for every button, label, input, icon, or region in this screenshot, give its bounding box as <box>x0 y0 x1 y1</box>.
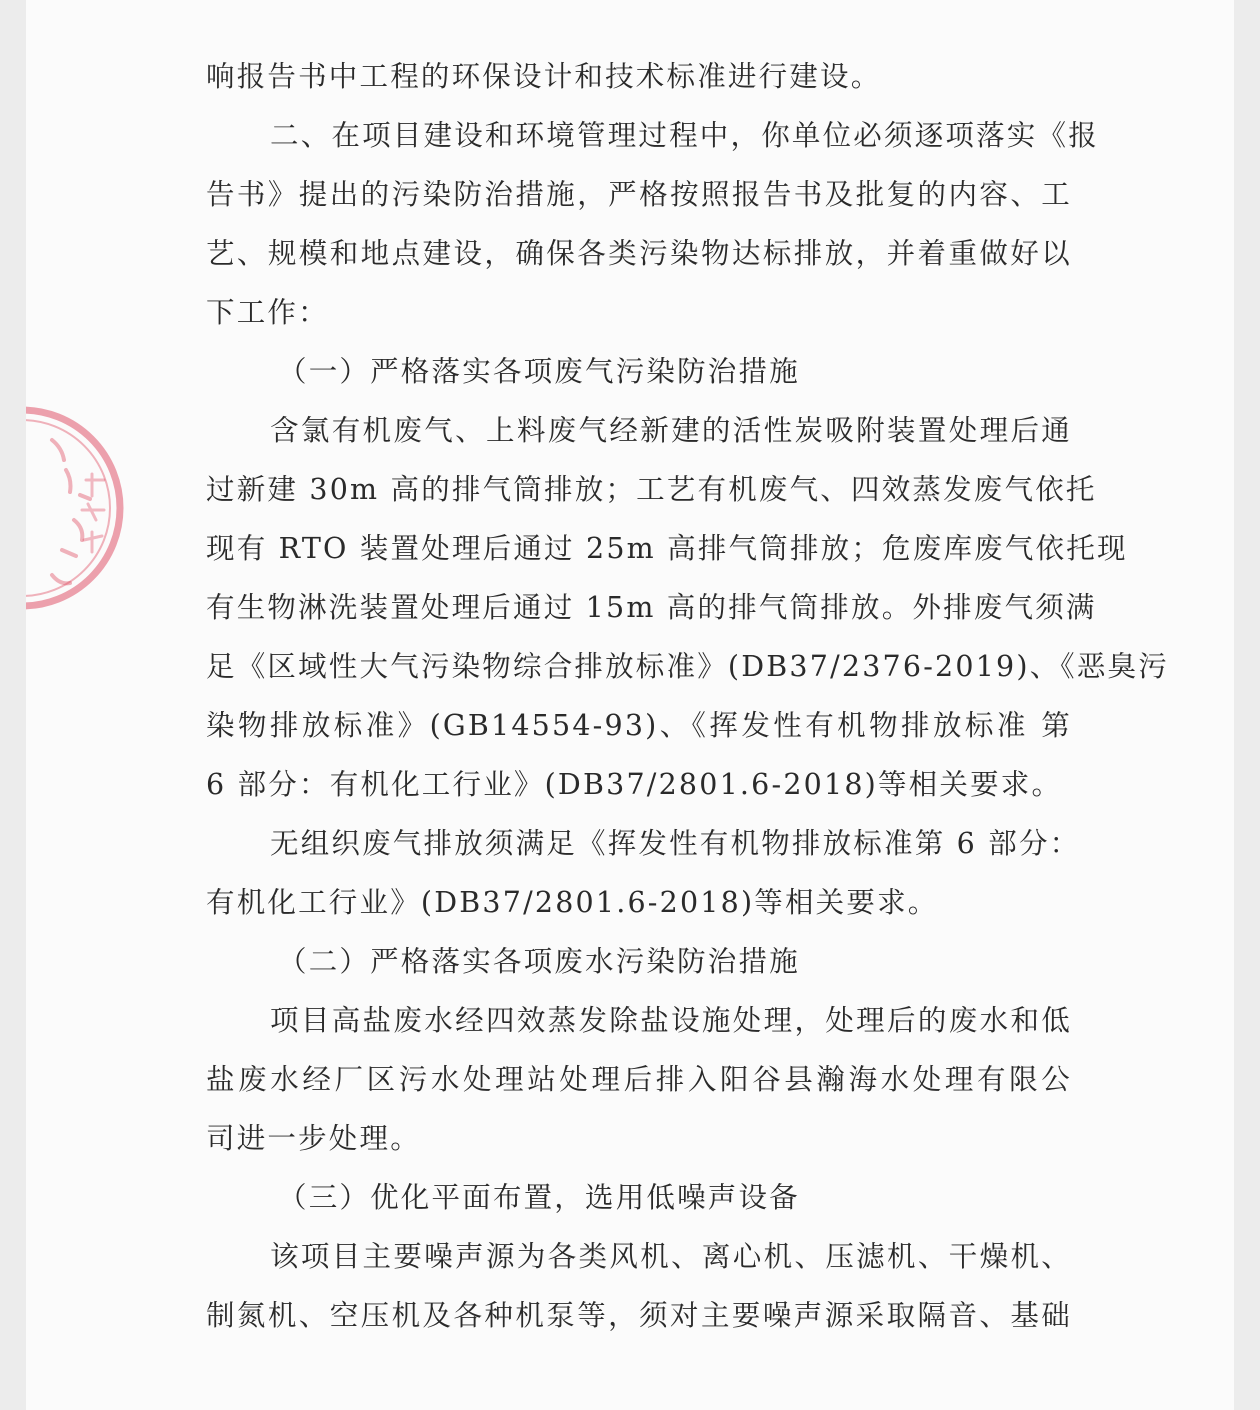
section-heading: （三）优化平面布置，选用低噪声设备 <box>278 1181 800 1214</box>
text-line: 制氮机、空压机及各种机泵等，须对主要噪声源采取隔音、基础 <box>206 1299 1072 1332</box>
text-line: 告书》提出的污染防治措施，严格按照报告书及批复的内容、工 <box>206 178 1072 211</box>
text-line: 足《区域性大气污染物综合排放标准》(DB37/2376-2019)、《恶臭污 <box>206 650 1169 683</box>
text-line: 6 部分：有机化工行业》(DB37/2801.6-2018)等相关要求。 <box>206 768 1063 801</box>
section-heading: （一）严格落实各项废气污染防治措施 <box>278 355 800 388</box>
text-line: 过新建 30m 高的排气筒排放；工艺有机废气、四效蒸发废气依托 <box>206 473 1097 506</box>
text-line: 响报告书中工程的环保设计和技术标准进行建设。 <box>206 60 882 93</box>
text-line: 项目高盐废水经四效蒸发除盐设施处理，处理后的废水和低 <box>270 1004 1072 1037</box>
text-line: 盐废水经厂区污水处理站处理后排入阳谷县瀚海水处理有限公 <box>206 1063 1072 1096</box>
text-line: 无组织废气排放须满足《挥发性有机物排放标准第 6 部分： <box>270 827 1081 860</box>
text-line: 有生物淋洗装置处理后通过 15m 高的排气筒排放。外排废气须满 <box>206 591 1097 624</box>
text-line: 艺、规模和地点建设，确保各类污染物达标排放，并着重做好以 <box>206 237 1072 270</box>
text-line: 有机化工行业》(DB37/2801.6-2018)等相关要求。 <box>206 886 939 919</box>
section-heading: （二）严格落实各项废水污染防治措施 <box>278 945 800 978</box>
text-line: 染物排放标准》(GB14554-93)、《挥发性有机物排放标准 第 <box>206 709 1072 742</box>
document-page <box>26 0 1234 1410</box>
text-line: 下工作： <box>206 296 329 329</box>
official-seal-stamp <box>26 400 162 615</box>
text-line: 该项目主要噪声源为各类风机、离心机、压滤机、干燥机、 <box>270 1240 1072 1273</box>
text-line: 含氯有机废气、上料废气经新建的活性炭吸附装置处理后通 <box>270 414 1072 447</box>
text-line: 司进一步处理。 <box>206 1122 421 1155</box>
text-line: 现有 RTO 装置处理后通过 25m 高排气筒排放；危废库废气依托现 <box>206 532 1128 565</box>
text-line: 二、在项目建设和环境管理过程中，你单位必须逐项落实《报 <box>270 119 1099 152</box>
